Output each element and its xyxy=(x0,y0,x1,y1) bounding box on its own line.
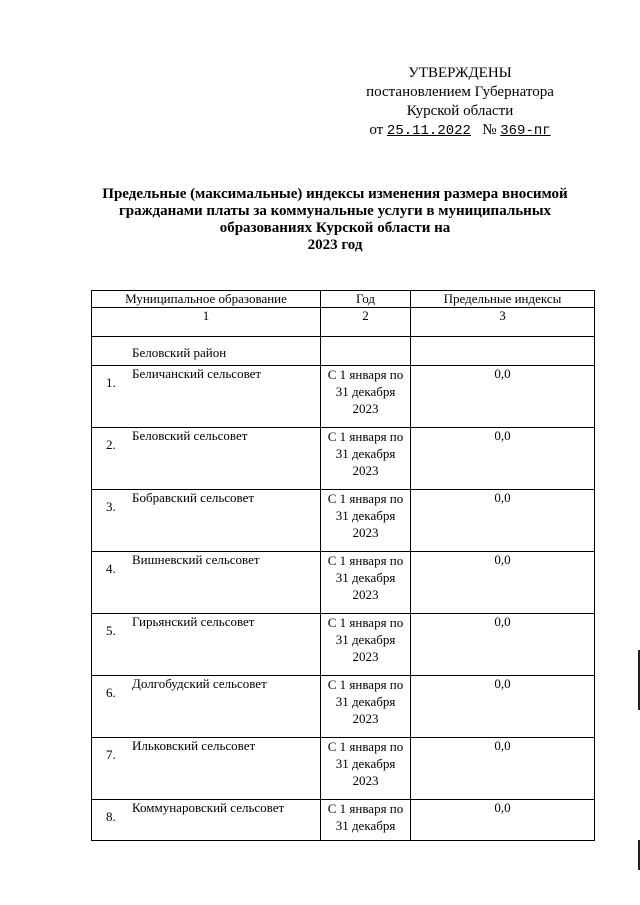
row-number: 2. xyxy=(106,437,116,452)
date-prefix: от xyxy=(369,122,384,138)
approval-title: УТВЕРЖДЕНЫ xyxy=(408,65,512,81)
year-cell: С 1 января по 31 декабря 2023 xyxy=(321,676,411,738)
year-cell: С 1 января по 31 декабря 2023 xyxy=(321,490,411,552)
row-number: 6. xyxy=(106,685,116,700)
municipality-name: Ильковский сельсовет xyxy=(132,738,256,753)
approval-date: 25.11.2022 xyxy=(386,123,471,139)
municipality-name: Вишневский сельсовет xyxy=(132,552,260,567)
table-row xyxy=(92,428,595,490)
table-row xyxy=(92,738,595,800)
year-cell: С 1 января по 31 декабря 2023 xyxy=(321,366,411,428)
table-row xyxy=(92,552,595,614)
year-cell: С 1 января по 31 декабря 2023 xyxy=(321,552,411,614)
index-value: 0,0 xyxy=(411,738,595,800)
index-value: 0,0 xyxy=(411,552,595,614)
municipality-name: Беличанский сельсовет xyxy=(132,366,262,381)
document-title xyxy=(80,186,590,254)
approval-date-number xyxy=(340,121,580,141)
municipality-name: Беловский сельсовет xyxy=(132,428,248,443)
table-row xyxy=(92,490,595,552)
header-row xyxy=(92,291,595,308)
municipality-name: Долгобудский сельсовет xyxy=(132,676,267,691)
table-row xyxy=(92,366,595,428)
row-number: 3. xyxy=(106,499,116,514)
municipality-name: Бобравский сельсовет xyxy=(132,490,255,505)
year-cell: С 1 января по 31 декабря 2023 xyxy=(321,738,411,800)
district-row xyxy=(92,337,595,366)
approval-line-2: Курской области xyxy=(406,103,514,119)
municipality-name: Коммунаровский сельсовет xyxy=(132,800,285,815)
row-number: 1. xyxy=(106,375,116,390)
municipality-name: Гирьянский сельсовет xyxy=(132,614,255,629)
index-value: 0,0 xyxy=(411,490,595,552)
approval-line-1: постановлением Губернатора xyxy=(366,84,554,100)
row-number: 8. xyxy=(106,809,116,824)
index-value: 0,0 xyxy=(411,614,595,676)
year-cell: С 1 января по 31 декабря 2023 xyxy=(321,428,411,490)
table-row xyxy=(92,614,595,676)
header-municipality: Муниципальное образование xyxy=(92,291,321,308)
approval-number: 369-пг xyxy=(500,123,551,139)
header-indices: Предельные индексы xyxy=(411,291,595,308)
table-row xyxy=(92,676,595,738)
table-row xyxy=(92,800,595,841)
year-cell: С 1 января по 31 декабря 2023 xyxy=(321,614,411,676)
column-numbers-row xyxy=(92,308,595,337)
index-value: 0,0 xyxy=(411,366,595,428)
index-value: 0,0 xyxy=(411,800,595,841)
title-line-4: 2023 год xyxy=(307,237,363,253)
column-number-1: 1 xyxy=(92,308,321,337)
title-line-1: Предельные (максимальные) индексы изменения размера вносимой xyxy=(102,186,568,202)
indices-table xyxy=(91,290,595,841)
index-value: 0,0 xyxy=(411,676,595,738)
year-cell: С 1 января по 31 декабря xyxy=(321,800,411,841)
column-number-2: 2 xyxy=(321,308,411,337)
number-prefix: № xyxy=(482,122,497,138)
approval-block xyxy=(340,64,580,141)
title-line-3: образованиях Курской области на xyxy=(219,220,451,236)
index-value: 0,0 xyxy=(411,428,595,490)
title-line-2: гражданами платы за коммунальные услуги в муниципальных xyxy=(118,203,552,219)
row-number: 4. xyxy=(106,561,116,576)
row-number: 7. xyxy=(106,747,116,762)
district-name: Беловский район xyxy=(132,345,227,360)
header-year: Год xyxy=(321,291,411,308)
row-number: 5. xyxy=(106,623,116,638)
column-number-3: 3 xyxy=(411,308,595,337)
